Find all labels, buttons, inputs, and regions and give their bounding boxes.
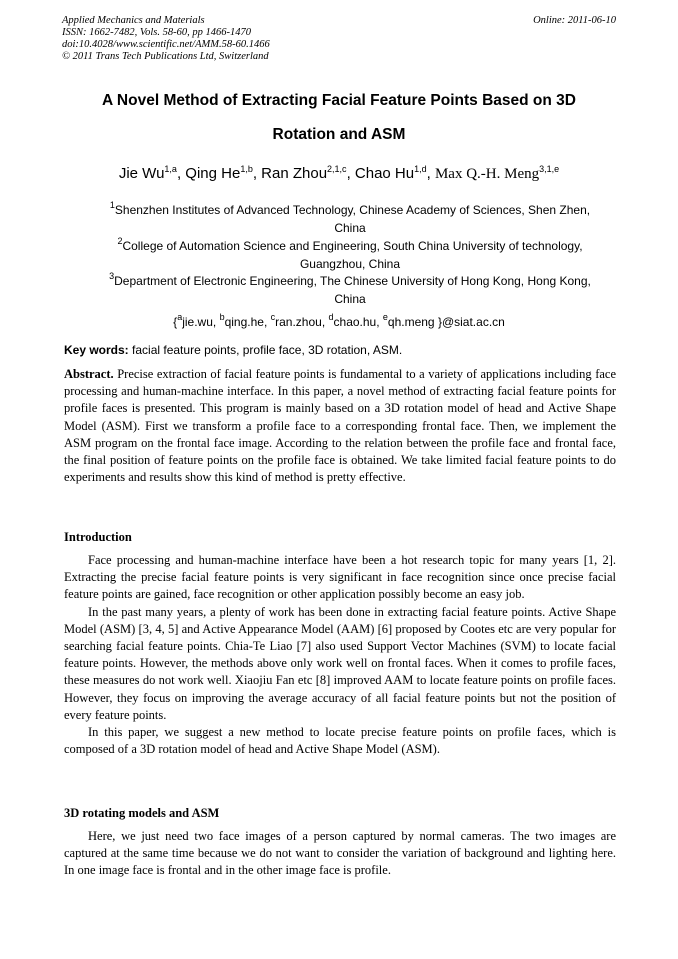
affiliation-superscript: 1 [109, 200, 115, 210]
email-id: ran.zhou [275, 315, 322, 329]
doi-line: doi:10.4028/www.scientific.net/AMM.58-60.1466 [62, 39, 270, 50]
abstract-text: Precise extraction of facial feature points is fundamental to a variety of applications including face processing and human-machine interface. In this paper, a novel method of extracting facial feature points for profile faces is presented. This program is mainly based on a 3D rotation model of head and Active Shape Model (ASM). First we transform a profile face to a corresponding frontal face. Then, we implement the ASM program on the frontal face image. According to the relation between the profile face and frontal face, the final position of feature points on the profile face is obtained. We take limited facial feature points to do experiments and results show this kind of method is pretty effective. [64, 367, 617, 485]
paragraph: In the past many years, a plenty of work has been done in extracting facial feature points. Active Shape Model (ASM) [3, 4, 5] and Active Appearance Model (AAM) [6] proposed by Cootes etc are very popular for searching facial feature points. Chia-Te Liao [7] also used Support Vector Machines (SVM) to locate facial feature points. However, the methods above only work well on frontal faces. When it comes to profile faces, these measures do not work well. Xiaojiu Fan etc [8] improved AAM to locate feature points on profile faces. However, they focus on improving the average accuracy of all facial feature points but not the position of every feature points. [64, 604, 616, 722]
paper-title-line-2: Rotation and ASM [272, 126, 406, 143]
affiliation-line: Department of Electronic Engineering, The Chinese University of Hong Kong, Hong Kong, [114, 274, 591, 288]
email-superscript: e [382, 312, 388, 322]
abstract [64, 366, 616, 486]
introduction-body [64, 552, 616, 758]
author-name: Ran Zhou [261, 165, 328, 182]
section-3d-asm-body [64, 828, 616, 880]
affiliation-line: China [334, 220, 366, 235]
email-id: chao.hu [333, 315, 377, 329]
affiliation-line: Shenzhen Institutes of Advanced Technology, Chinese Academy of Sciences, Shen Zhen, [114, 203, 591, 217]
author-superscript: 1,a [164, 164, 177, 174]
email-line: {$^a$jie.wu, $^b$qing.he, $^c$ran.zhou, $^d$chao.hu, $^e$qh.meng }@siat.ac.cn [173, 312, 505, 329]
author-list: Jie Wu$^{1,a}$, Qing He$^{1,b}$, Ran Zhou$^{2,1,c}$, Chao Hu$^{1,d}$, Max Q.-H. Meng$^{3,1,e}$ [118, 164, 560, 182]
paper-title-line-1: A Novel Method of Extracting Facial Feature Points Based on 3D [102, 92, 576, 109]
journal-name: Applied Mechanics and Materials [62, 15, 205, 26]
author-name: Max Q.-H. Meng [434, 166, 540, 182]
author-superscript: 1,d [414, 164, 427, 174]
author-superscript: 1,b [240, 164, 253, 174]
paragraph: Face processing and human-machine interface have been a hot research topic for many years [1, 2]. Extracting the precise facial feature points is very significant in face recognition since once precise facial feature points are gained, face recognition or other application possibly become an easy job. [64, 553, 616, 602]
email-superscript: a [177, 312, 183, 322]
paragraph: Here, we just need two face images of a person captured by normal cameras. The two images are captured at the same time because we do not want to consider the variation of background and lighting here. In one image face is frontal and in the other image face is profile. [64, 829, 616, 878]
introduction-heading: Introduction [64, 530, 132, 544]
author-name: Qing He [185, 165, 241, 182]
affiliation-line: China [334, 291, 366, 306]
affiliation [80, 202, 620, 237]
affiliation-superscript: 3 [109, 271, 115, 281]
affiliation [80, 238, 620, 273]
email-id: qing.he [224, 315, 264, 329]
affiliation-line: Guangzhou, China [299, 256, 401, 271]
email-superscript: b [219, 312, 225, 322]
author-superscript: 2,1,c [327, 164, 347, 174]
section-heading-3d-asm: 3D rotating models and ASM [64, 806, 220, 820]
issn-line: ISSN: 1662-7482, Vols. 58-60, pp 1466-1470 [62, 27, 251, 38]
email-superscript: d [328, 312, 334, 322]
email-brace: { [173, 315, 178, 329]
affiliation-line: College of Automation Science and Engineering, South China University of technology, [122, 239, 583, 253]
keywords-text: facial feature points, profile face, 3D rotation, ASM. [132, 343, 403, 357]
author-name: Chao Hu [354, 165, 415, 182]
paragraph: In this paper, we suggest a new method to locate precise feature points on profile faces, which is composed of a 3D rotation model of head and Active Shape Model (ASM). [64, 725, 616, 757]
email-domain: }@siat.ac.cn [434, 315, 505, 329]
email-id: qh.meng [387, 315, 435, 329]
email-id: jie.wu [182, 315, 213, 329]
journal-header [62, 15, 616, 63]
affiliation [80, 273, 620, 308]
keywords-label: Key words: [64, 343, 129, 357]
author-name: Jie Wu [118, 165, 165, 182]
copyright-line: © 2011 Trans Tech Publications Ltd, Switzerland [62, 51, 269, 62]
author-superscript: 3,1,e [539, 164, 560, 174]
affiliation-superscript: 2 [117, 236, 123, 246]
online-date: Online: 2011-06-10 [533, 15, 616, 26]
abstract-label: Abstract. [64, 367, 114, 381]
keywords [64, 343, 618, 357]
email-superscript: c [270, 312, 276, 322]
